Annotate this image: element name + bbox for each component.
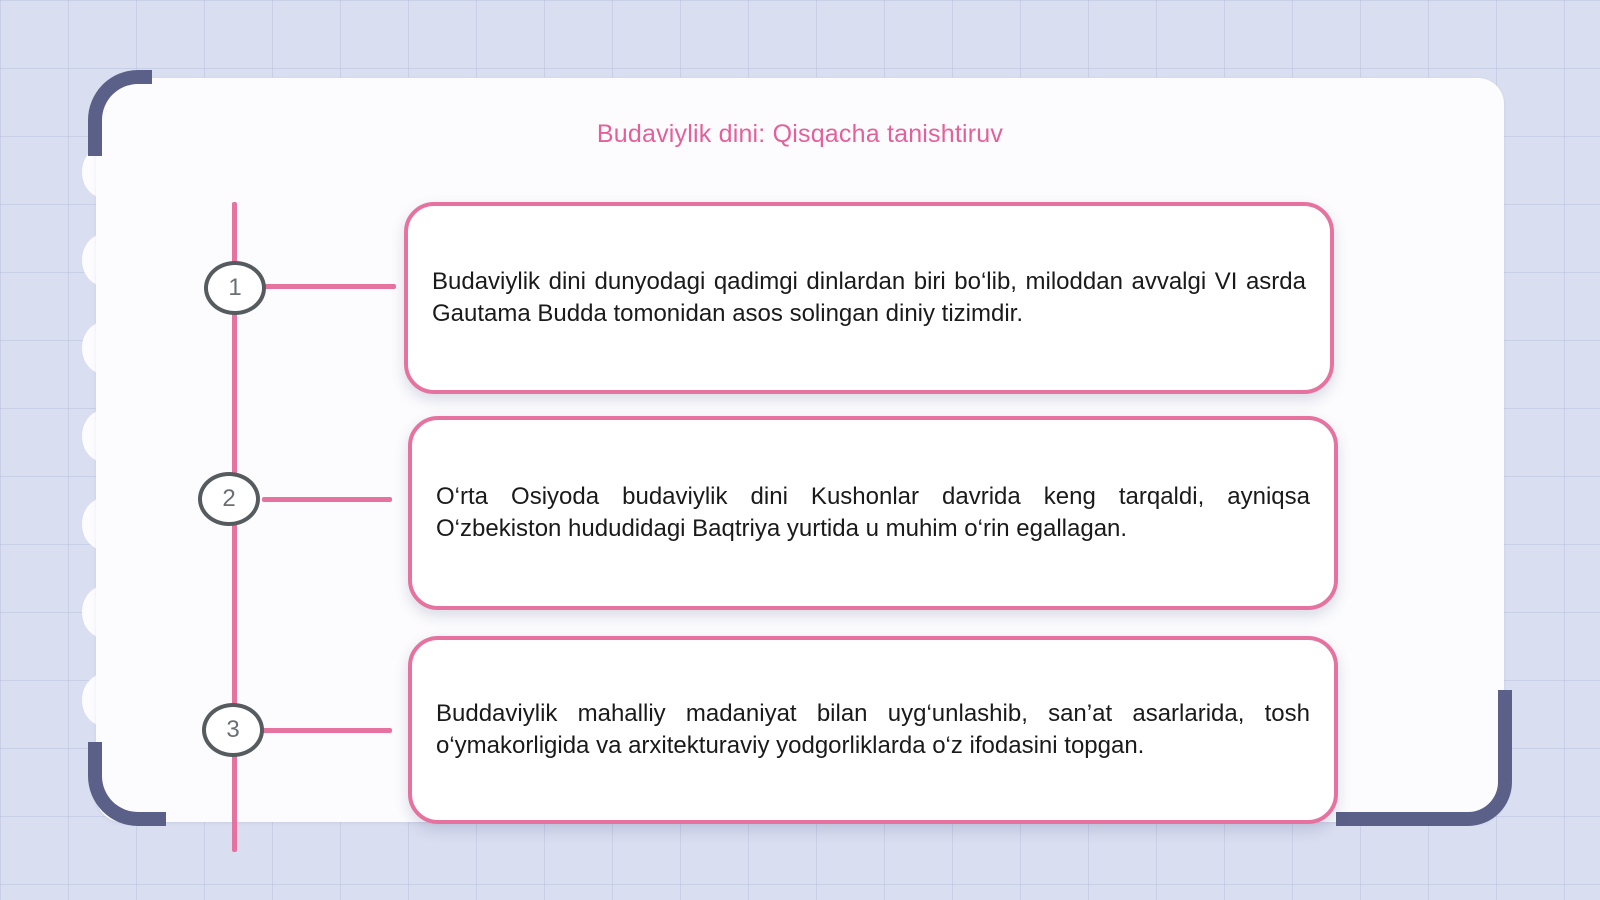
- timeline-node-1: 1: [204, 261, 266, 315]
- timeline-node-2: 2: [198, 472, 260, 526]
- corner-bracket-bottom-right: [1336, 690, 1512, 826]
- timeline-connector-2: [262, 497, 392, 502]
- timeline-connector-3: [262, 728, 392, 733]
- slide-title: Budaviylik dini: Qisqacha tanishtiruv: [596, 120, 1004, 148]
- corner-bracket-bottom-left: [88, 742, 166, 826]
- info-card-3: [408, 636, 1338, 824]
- timeline-connector-1: [262, 284, 396, 289]
- info-card-text: Budaviylik dini dunyodagi qadimgi dinlardan biri bo‘lib, miloddan avvalgi VI asrda Gautama Budda tomonidan asos solingan diniy tizimdir.: [432, 268, 1306, 327]
- info-card-1: [404, 202, 1334, 394]
- info-card-2: [408, 416, 1338, 610]
- timeline-node-3: 3: [202, 703, 264, 757]
- info-card-text: Buddaviylik mahalliy madaniyat bilan uyg‘unlashib, san’at asarlarida, tosh o‘ymakorligida va arxitekturaviy yodgorliklarda o‘z ifodasini topgan.: [436, 700, 1310, 759]
- info-card-text: O‘rta Osiyoda budaviylik dini Kushonlar davrida keng tarqaldi, ayniqsa O‘zbekiston hududidagi Baqtriya yurtida u muhim o‘rin egallagan.: [436, 483, 1310, 542]
